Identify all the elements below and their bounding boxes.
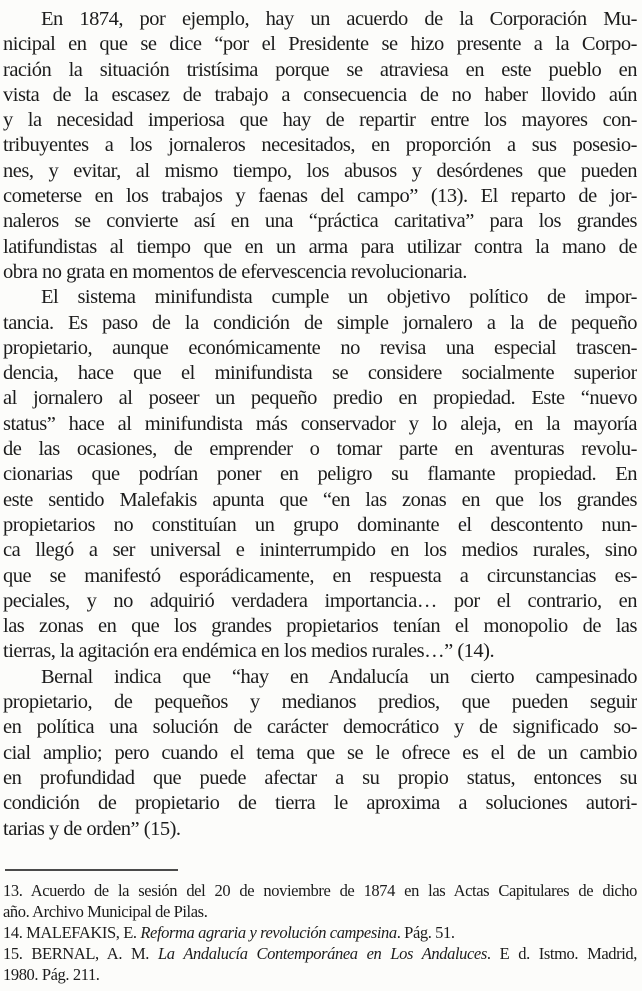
footnote-text: . Pág. 51. bbox=[396, 922, 455, 942]
text-line: En 1874, por ejemplo, hay un acuerdo de la Corporación Mu- bbox=[41, 8, 637, 30]
text-line: latifundistas al tiempo que en un arma para utilizar contra la mano de bbox=[3, 235, 637, 258]
footnote-text: . E d. Istmo. Madrid, bbox=[486, 943, 637, 963]
footnote-text: 1980. Pág. 211. bbox=[3, 964, 100, 984]
text-line: status” hace al minifundista más conservador y lo aleja, en la mayoría bbox=[3, 412, 637, 435]
footnote-text: 14. MALEFAKIS, E. bbox=[3, 922, 141, 942]
text-line: nes, y evitar, al mismo tiempo, los abusos y desórdenes que pueden bbox=[3, 159, 637, 182]
paragraph bbox=[3, 7, 637, 285]
book-title: La Andalucía Contemporánea en Los Andaluces bbox=[158, 943, 487, 963]
text-line: cometerse en los trabajos y faenas del campo” (13). El reparto de jor- bbox=[3, 185, 637, 208]
text-line: que se manifestó esporádicamente, en respuesta a circunstancias es- bbox=[3, 564, 637, 587]
paragraph bbox=[3, 285, 637, 664]
footnote-line bbox=[3, 880, 637, 901]
footnote-text: año. Archivo Municipal de Pilas. bbox=[3, 901, 208, 921]
footnote-line bbox=[3, 901, 637, 922]
text-line: en política una solución de carácter democrático y de significado so- bbox=[3, 716, 637, 739]
text-line: naleros se convierte así en una “práctica caritativa” para los grandes bbox=[3, 210, 637, 233]
body-paragraphs bbox=[3, 7, 637, 842]
text-line: propietarios no constituían un grupo dominante el descontento nun- bbox=[3, 513, 637, 536]
footnote bbox=[3, 880, 637, 922]
text-line: dencia, hace que el minifundista se considere socialmente superior bbox=[3, 362, 637, 385]
text-line: cionarias que podrían poner en peligro su flamante propiedad. En bbox=[3, 463, 637, 486]
footnote bbox=[3, 922, 637, 943]
text-line: tribuyentes a los jornaleros necesitados, en proporción a sus posesio- bbox=[3, 134, 637, 157]
text-line: ración la situación tristísima porque se atraviesa en este pueblo en bbox=[3, 58, 637, 81]
text-line: y la necesidad imperiosa que hay de repartir entre los mayores con- bbox=[3, 109, 637, 132]
text-line: las zonas en que los grandes propietarios tenían el monopolio de las bbox=[3, 615, 637, 638]
text-line: condición de propietario de tierra le aproxima a soluciones autori- bbox=[3, 792, 637, 815]
text-line: cial amplio; pero cuando el tema que se le ofrece es el de un cambio bbox=[3, 741, 637, 764]
footnote-text: 13. Acuerdo de la sesión del 20 de noviembre de 1874 en las Actas Capitulares de dicho bbox=[3, 880, 637, 900]
text-line: de las ocasiones, de emprender o tomar parte en aventuras revolu- bbox=[3, 438, 637, 461]
paragraph bbox=[3, 665, 637, 842]
footnote-separator bbox=[5, 869, 178, 871]
text-line: ca llegó a ser universal e ininterrumpido en los medios rurales, sino bbox=[3, 539, 637, 562]
footnote-text: 15. BERNAL, A. M. bbox=[3, 943, 159, 963]
text-line: propietario, de pequeños y medianos predios, que pueden seguir bbox=[3, 691, 637, 714]
text-line: tancia. Es paso de la condición de simple jornalero a la de pequeño bbox=[3, 311, 637, 334]
footnote-line bbox=[3, 964, 637, 985]
text-line: al jornalero al poseer un pequeño predio en propiedad. Este “nuevo bbox=[3, 387, 637, 410]
text-line: en profundidad que puede afectar a su propio status, entonces su bbox=[3, 766, 637, 789]
text-line: tierras, la agitación era endémica en los medios rurales…” (14). bbox=[3, 640, 495, 663]
text-line: El sistema minifundista cumple un objetivo político de impor- bbox=[41, 286, 637, 309]
book-title: Reforma agraria y revolución campesina bbox=[140, 922, 397, 942]
footnote-line bbox=[3, 943, 637, 964]
footnote-line bbox=[3, 922, 637, 943]
footnotes bbox=[3, 880, 637, 985]
text-line: propietario, aunque económicamente no revisa una especial trascen- bbox=[3, 336, 637, 359]
text-line: Bernal indica que “hay en Andalucía un cierto campesinado bbox=[41, 665, 637, 688]
text-line: este sentido Malefakis apunta que “en las zonas en que los grandes bbox=[3, 488, 637, 511]
text-line: nicipal en que se dice “por el Presidente se hizo presente a la Corpo- bbox=[3, 33, 637, 56]
footnote bbox=[3, 943, 637, 985]
text-line: tarias y de orden” (15). bbox=[3, 817, 181, 840]
text-line: obra no grata en momentos de efervescencia revolucionaria. bbox=[3, 260, 467, 283]
text-line: vista de la escasez de trabajo a consecuencia de no haber llovido aún bbox=[3, 83, 637, 106]
text-column bbox=[3, 7, 637, 985]
text-line: peciales, y no adquirió verdadera importancia… por el contrario, en bbox=[3, 589, 637, 612]
